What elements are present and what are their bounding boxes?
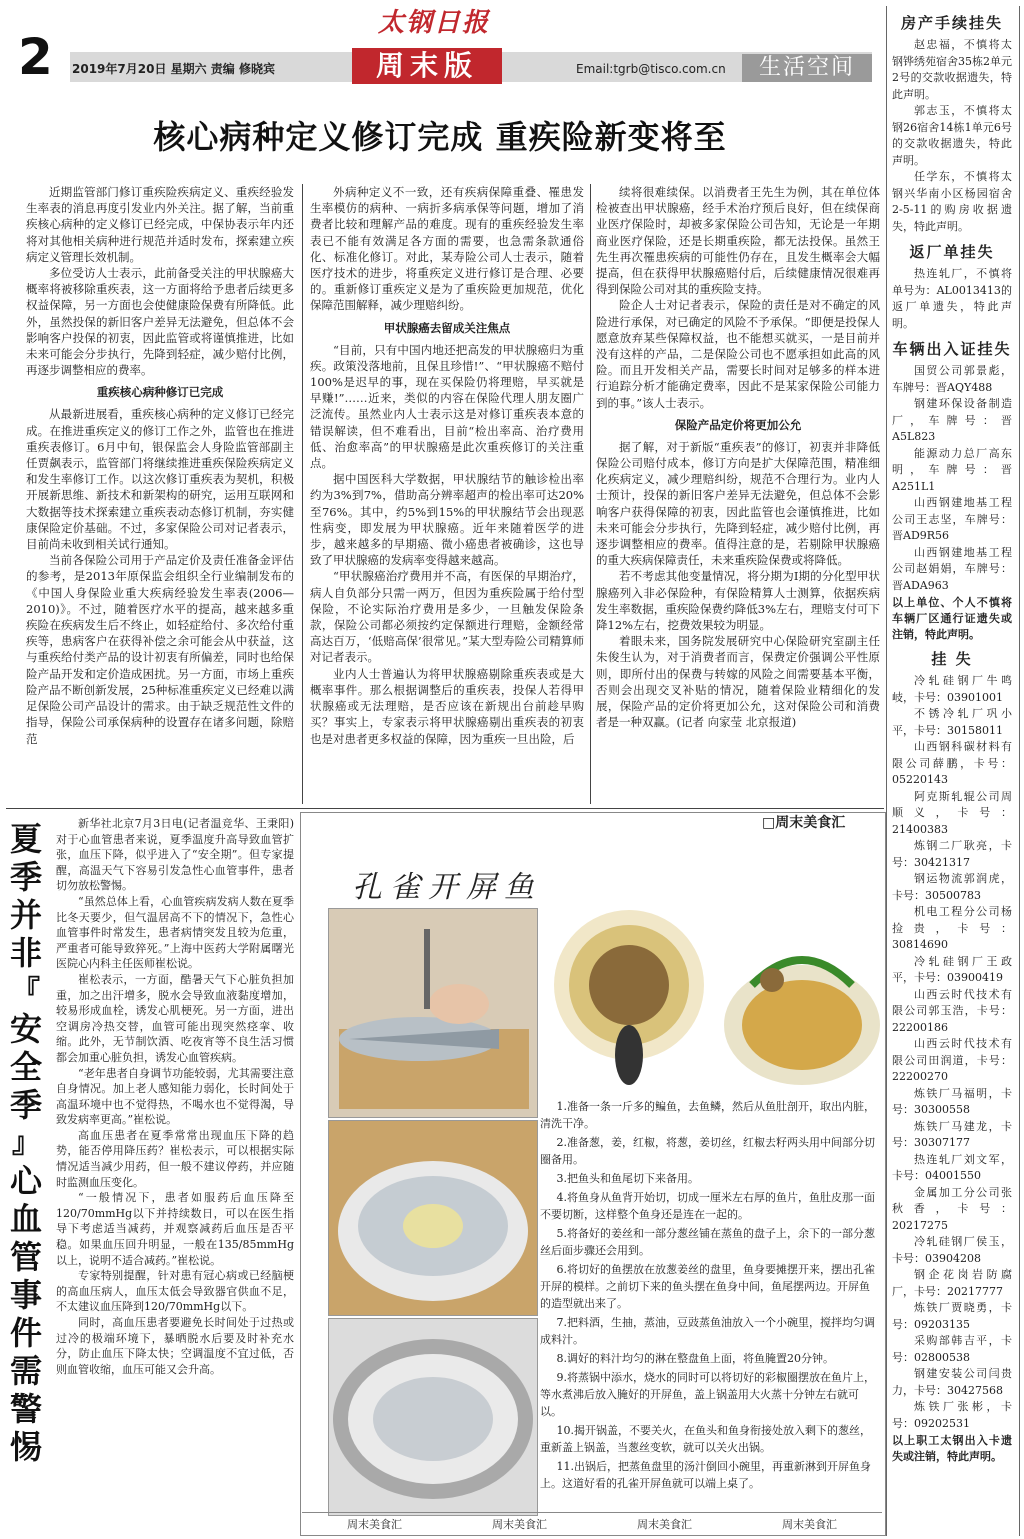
section-divider (6, 808, 884, 809)
notice-item: 山西云时代技术有限公司田润道，卡号：22200270 (892, 1037, 1012, 1083)
article-column-3 (596, 184, 880, 731)
notice-item: 热连轧厂刘文军，卡号：04001550 (892, 1152, 1012, 1182)
newspaper-logo: 太钢日报 (378, 8, 491, 38)
subheading: 保险产品定价将更加公允 (674, 417, 802, 432)
notice-item: 采购部韩吉平，卡号：02800538 (892, 1334, 1012, 1364)
recipe-step: 11.出锅后，把蒸鱼盘里的汤汁倒回小碗里，再重新淋到开屏鱼身上。这道好看的孔雀开屏鱼就可以端上桌了。 (540, 1460, 871, 1490)
notice-item: 郭志玉，不慎将太钢26宿舍14栋1单元6号的交款收据遗失，特此声明。 (892, 104, 1012, 167)
recipe-step: 5.将备好的姜丝和一部分葱丝铺在蒸鱼的盘子上，余下的一部分葱丝后面步骤还会用到。 (540, 1227, 875, 1257)
recipe-step: 9.将蒸锅中添水，烧水的同时可以将切好的彩椒圈摆放在鱼片上，等水煮沸后放入腌好的开屏鱼，盖上锅盖用大火蒸十分钟左右就可以。 (540, 1371, 875, 1418)
notice-item: 阿克斯轧辊公司周顺义，卡号：21400383 (892, 789, 1012, 836)
notice-item: 热连轧厂，不慎将单号为：AL0013413的返厂单遗失，特此声明。 (892, 267, 1012, 330)
notice-item: 山西云时代技术有限公司郭玉浩，卡号：22200186 (892, 987, 1012, 1034)
subheading: 甲状腺癌去留成关注焦点 (383, 320, 511, 335)
article-column-2 (310, 184, 584, 747)
paragraph: “虽然总体上看，心血管疾病发病人数在夏季比冬天要少，但气温居高不下的情况下，急性心血管事件时常发生，患者病情突发且较为危重，严重者可能导致猝死。”上海中医药大学附属曙光医院心内科主任医师崔松说。 (56, 894, 294, 971)
notice-item: 冷轧硅钢厂牛鸣岐，卡号：03901001 (892, 674, 1012, 704)
paragraph: 外病种定义不一致，还有疾病保障重叠、罹患发生率模仿的病种、一病折多病承保等问题，增加了消费者比较和理解产品的难度。现有的重疾经验发生率表已不能有效满足各方面的需要，也急需条款通俗化、标准化修订。对此，某寿险公司人士表示，随着医疗技术的进步，将重疾定义进行修订是合理、必要的。重新修订重疾定义是为了重疾险更加规范，优化保障范围解释，减少理赔纠纷。 (310, 185, 584, 313)
recipe-footer (302, 1512, 882, 1535)
notice-item: 炼钢二厂耿亮，卡号：30421317 (892, 839, 1012, 869)
column-divider (590, 184, 591, 804)
notices-sidebar (886, 6, 1018, 1536)
footer-tag: 周末美食汇 (637, 1518, 692, 1531)
paragraph: 险企人士对记者表示，保险的责任是对不确定的风险进行承保，对已确定的风险不予承保。“即便是投保人愿意放弃某些保障权益，也不能想买就买，一是目前并没有这样的产品，二是保险公司也不愿承担如此高的风险。而且开发相关产品，需要长时间对足够多的样本进行追踪分析才能确定费率，因此不是某家保险公司能力到的事。”该人士表示。 (596, 298, 880, 410)
photo-fish-slices (328, 1120, 538, 1316)
notice-item: 山西钢建地基工程公司赵娟娟，车牌号：晋ADA963 (892, 545, 1012, 592)
notice-heading: 挂 失 (931, 650, 973, 668)
footer-tag: 周末美食汇 (782, 1518, 837, 1531)
notice-item: 金属加工分公司张秋香，卡号：20217275 (892, 1185, 1012, 1232)
health-article-body (56, 816, 294, 1377)
paragraph: “老年患者自身调节功能较弱，尤其需要注意自身情况。加上老人感知能力弱化，长时间处于高温环境中也不觉得热，不喝水也不觉得渴，导致发病率更高。”崔松说。 (56, 1066, 294, 1127)
recipe-step: 3.把鱼头和鱼尾切下来备用。 (556, 1172, 699, 1185)
recipe-step: 4.将鱼身从鱼背开始切，切成一厘米左右厚的鱼片，鱼肚皮那一面不要切断，这样整个鱼身还是连在一起的。 (540, 1191, 875, 1221)
notice-heading: 房产手续挂失 (900, 14, 1003, 32)
notice-item: 山西钢建地基工程公司王志坚，车牌号：晋AD9R56 (892, 496, 1012, 542)
recipe-title: 孔雀开屏鱼 (352, 870, 542, 905)
column-divider (302, 184, 303, 804)
paragraph: 专家特别提醒，针对患有冠心病或已经脑梗的高血压病人，血压太低会导致器官供血不足，不太建议血压降到120/70mmHg以下。 (56, 1269, 294, 1314)
recipe-step: 10.揭开锅盖，不要关火，在鱼头和鱼身衔接处放入剩下的葱丝，重新盖上锅盖，当葱丝变软，就可以关火出锅。 (540, 1424, 871, 1454)
paragraph: 同时，高血压患者要避免长时间处于过热或过冷的极端环境下，暴晒脱水后要及时补充水分，防止血压下降太快；空调温度不宜过低，否则血管收缩，血压可能又会升高。 (56, 1316, 294, 1376)
paragraph: 崔松表示，一方面，酷暑天气下心脏负担加重，加之出汗增多，脱水会导致血液黏度增加，较易形成血栓，诱发心肌梗死。另一方面，进出空调房冷热交替，血管可能出现突然痉挛、收缩。此外，无节制饮酒、吃夜宵等不良生活习惯都会加重心脏负担，诱发心血管疾病。 (56, 972, 294, 1064)
paragraph: 续将很难续保。以消费者王先生为例，其在单位体检被查出甲状腺癌，经手术治疗预后良好，但在续保商业医疗保险时，却被多家保险公司告知，无论是一年期商业医疗保险，还是长期重疾险，都无法投保。虽然王先生再次罹患疾病的可能性仍存在，且发生概率会大幅提高，但在获得甲状腺癌赔付后，后续健康情况很难再得到保险公司对其的重疾险支持。 (596, 185, 880, 297)
notice-item: 钢建安装公司闫贵力，卡号：30427568 (892, 1367, 1012, 1397)
notice-item: 炼铁厂贾晓勇，卡号：09203135 (892, 1301, 1012, 1331)
notice-item: 国贸公司郭景彪，车牌号：晋AQY488 (892, 364, 1012, 394)
recipe-column-tag: □周末美食汇 (762, 815, 846, 831)
paragraph: 业内人士普遍认为将甲状腺癌剔除重疾表或是大概率事件。那么根据调整后的重疾表，投保人若得甲状腺癌或无法理赔，是否应该在新规出台前趁早购买？事实上，专家表示将甲状腺癌剔出重疾表的初衷也是对患者更多权益的保障，因为重疾一旦出险，后 (310, 666, 584, 746)
health-article-title: 夏 季 并 非 『 安 全 季 』 心 血 管 事 件 需 警 惕 (9, 820, 42, 1466)
notice-heading: 返厂单挂失 (909, 243, 995, 261)
notice-item: 山西钢科碳材料有限公司薛鹏，卡号：05220143 (892, 740, 1012, 786)
recipe-step: 6.将切好的鱼摆放在放葱姜丝的盘里，鱼身要摊摆开来，摆出孔雀开屏的模样。之前切下来的鱼头摆在鱼身中间，鱼尾摆两边。开屏鱼的造型就出来了。 (540, 1263, 875, 1310)
recipe-steps (540, 1098, 880, 1494)
recipe-step: 7.把料酒，生抽，蒸油，豆豉蒸鱼油放入一个小碗里，搅拌均匀调成料汁。 (540, 1316, 875, 1346)
notice-item: 赵忠福，不慎将太钢铧绣苑宿舍35栋2单元2号的交款收据遗失，特此声明。 (892, 38, 1012, 101)
notice-item: 钢企花岗岩防腐厂，卡号：20217777 (892, 1268, 1012, 1298)
footer-tag: 周末美食汇 (347, 1518, 402, 1531)
issue-date: 2019年7月20日 星期六 责编 修晓宾 (72, 62, 275, 76)
photo-fish-plate (722, 925, 882, 1095)
notice-item: 钢建环保设备制造厂，车牌号：晋A5L823 (892, 397, 1012, 443)
notice-item: 冷轧硅钢厂王政平，卡号：03900419 (892, 954, 1012, 984)
notice-item: 炼铁厂马福明，卡号：30300558 (892, 1086, 1012, 1116)
paragraph: 据中国医科大学数据，甲状腺结节的触诊检出率约为3%到7%，借助高分辨率超声的检出率可达20%至76%。其中，约5%到15%的甲状腺结节会出现恶性病变，即发展为甲状腺癌。近年来随着医学的进步，越来越多的早期癌、微小癌患者被确诊，这也导致了甲状腺癌的发病率变得越来越高。 (310, 472, 584, 568)
contact-email[interactable]: Email:tgrb@tisco.com.cn (576, 62, 726, 76)
notice-item: 炼铁厂马建龙，卡号：30307177 (892, 1119, 1012, 1149)
paragraph: “目前，只有中国内地还把高发的甲状腺癌归为重疾。政策没落地前，且保且珍惜!”、“甲状腺癌不赔付100%是迟早的事，现在买保险仍将理赔，早买就是早赚!”……近来，类似的内容在保险代理人朋友圈广泛流传。虽然业内人士表示这是对修订重疾表本意的错误解读，但不难看出，目前“检出率高、治疗费用低、治愈率高”的甲状腺癌是此次重疾修订的关注重点。 (310, 342, 584, 471)
notice-item: 不锈冷轧厂巩小平，卡号：30158011 (892, 707, 1012, 737)
paragraph: 从最新进展看，重疾核心病种的定义修订已经完成。在推进重疾定义的修订工作之外，监管也在推进重疾表修订。6月中旬，银保监会人身险监管部副主任贾飙表示，监管部门将继续推进重疾保险疾病定义和发生率修订工作。以这次修订重疾表为契机，积极开展新思维、新技术和新架构的研究，运用互联网和大数据等技术探索建立重疾表动态修订机制，夯实健康保险定价基础。不过，多家保险公司对记者表示，目前尚未收到相关试行通知。 (26, 407, 294, 552)
notice-item: 能源动力总厂高东明，车牌号：晋A251L1 (892, 446, 1012, 493)
paragraph: “甲状腺癌治疗费用并不高，有医保的早期治疗，病人自负部分只需一两万，但因为重疾险属于给付型保险，不论实际治疗费用是多少，一旦触发保险条款，保险公司都必须按约定保额进行理赔，金额经常高达百万，‘低赔高保’很常见。”某大型寿险公司精算师对记者表示。 (310, 569, 584, 665)
photo-steaming-fish (328, 1318, 538, 1516)
notice-heading: 车辆出入证挂失 (892, 340, 1012, 358)
subheading: 重疾核心病种修订已完成 (96, 385, 224, 400)
notice-item: 炼铁厂张彬，卡号：09202531 (892, 1400, 1012, 1430)
notice-note: 以上单位、个人不慎将车辆厂区通行证遗失或注销，特此声明。 (892, 596, 1012, 641)
paragraph: 新华社北京7月3日电(记者温竞华、王秉阳)对于心血管患者来说，夏季温度升高导致血管扩张，血压下降，似乎进入了“安全期”。但专家提醒，高温天气下容易引发急性心血管事件，患者切勿放松警惕。 (56, 817, 294, 893)
article-column-1 (26, 184, 294, 747)
notice-item: 冷轧硅钢厂侯玉，卡号：03904208 (892, 1235, 1012, 1265)
paragraph: 据了解，对于新版“重疾表”的修订，初衷并非降低保险公司赔付成本，修订方向是扩大保障范围，精准细化疾病定义，减少理赔纠纷，规范不合理行为。业内人士预计，投保的新旧客户差异无法避免，但总体不会影响客户获得保障的初衷，因此监管也会谨慎推进，比如未来可能会分步执行，先降到轻症，减少赔付比例，再逐步调整相应的费率。值得注意的是，若剔除甲状腺癌的重大疾病保障责任，未来重疾险保费或将降低。 (596, 439, 880, 568)
page-number: 2 (18, 28, 53, 86)
page-headline: 核心病种定义修订完成 重疾险新变将至 (153, 118, 727, 156)
section-name: 生活空间 (742, 54, 872, 82)
paragraph: 着眼未来，国务院发展研究中心保险研究室副主任朱俊生认为，对于消费者而言，保费定价强调公平性原则，即所付出的保费与转嫁的风险之间需要基本平衡，否则会出现交叉补贴的情况，随着保险业精细化的发展，保险产品的定价将更加公允，这对保险公司和消费者是一种双赢。(记者 向家莹 北京报道) (596, 634, 880, 730)
paragraph: “一般情况下，患者如服药后血压降至120/70mmHg以下并持续数日，可以在医生指导下考虑适当减药，并观察减药后血压是否平稳。如果血压回升明显，一般在135/85mmHg以上，说明不适合减药。”崔松说。 (56, 1191, 294, 1267)
recipe-step: 2.准备葱，姜，红椒，将葱，姜切丝，红椒去籽两头用中间部分切圈备用。 (540, 1136, 875, 1166)
recipe-step: 1.准备一条一斤多的鳊鱼，去鱼鳞，然后从鱼肚剖开，取出内脏，清洗干净。 (540, 1100, 875, 1130)
notice-item: 任学东，不慎将太钢兴华南小区杨园宿舍2-5-11的购房收据遗失，特此声明。 (892, 170, 1012, 233)
photo-cutting-fish (328, 908, 538, 1118)
edition-logo: 周末版 (352, 48, 502, 84)
paragraph: 高血压患者在夏季常常出现血压下降的趋势，能否停用降压药？崔松表示，可以根据实际情况适当减少用药，但一般不建议停药，并应随时监测血压变化。 (56, 1128, 294, 1189)
paragraph: 当前各保险公司用于产品定价及责任准备金评估的参考，是2013年原保监会组织全行业编制发布的《中国人身保险业重大疾病经验发生率表(2006—2010)》。不过，随着医疗水平的提高，越来越多重疾险在疾病发生后不终止，如轻症给付、多次给付重疾等，患病客户在获得补偿之余可能会从中获益，这与重疾给付类产品的设计初衷有所偏差，同时也给保险产品开发和定价造成困扰。另一方面，市场上重疾险产品不断创新发展，25种标准重疾定义已经难以满足保险公司产品设计的需求。由于缺乏规范性文件的指导，保险公司承保病种的设置存在诸多问题，除赔范 (26, 553, 294, 746)
notice-note: 以上职工太钢出入卡遗失或注销，特此声明。 (892, 1434, 1012, 1463)
notice-item: 机电工程分公司杨捡贵，卡号：30814690 (892, 905, 1012, 951)
recipe-step: 8.调好的料汁均匀的淋在整盘鱼上面，将鱼腌置20分钟。 (556, 1352, 834, 1365)
paragraph: 近期监管部门修订重疾险疾病定义、重疾经验发生率表的消息再度引发业内外关注。据了解，当前重疾核心病种的定义修订已经完成，中保协表示年内还将对其他相关病种进行规范并适时发布，探索建立疾病定义管理长效机制。 (26, 185, 294, 264)
paragraph: 若不考虑其他变量情况，将分期为I期的分化型甲状腺癌列入非必保险种，有保险精算人士测算，依据疾病发生率数据，重疾险保费约降低3%左右，理赔支付可下降12%左右，挖费效果较为明显。 (596, 569, 880, 633)
paragraph: 多位受访人士表示，此前备受关注的甲状腺癌大概率将被移除重疾表，这一方面将给予患者后续更多权益保障，另一方面也会使健康险保费有所降低。此外，虽然投保的新旧客户差异无法避免，但总体不会影响客户投保的初衷，因此监管或将谨慎推进，比如未来可能会分步执行，先降到轻症，减少赔付比例，再逐步调整相应的费率。 (26, 266, 294, 378)
photo-peacock-fish-dish (540, 905, 718, 1095)
notice-item: 钢运物流郭润虎，卡号：30500783 (892, 872, 1012, 902)
footer-tag: 周末美食汇 (492, 1518, 547, 1531)
